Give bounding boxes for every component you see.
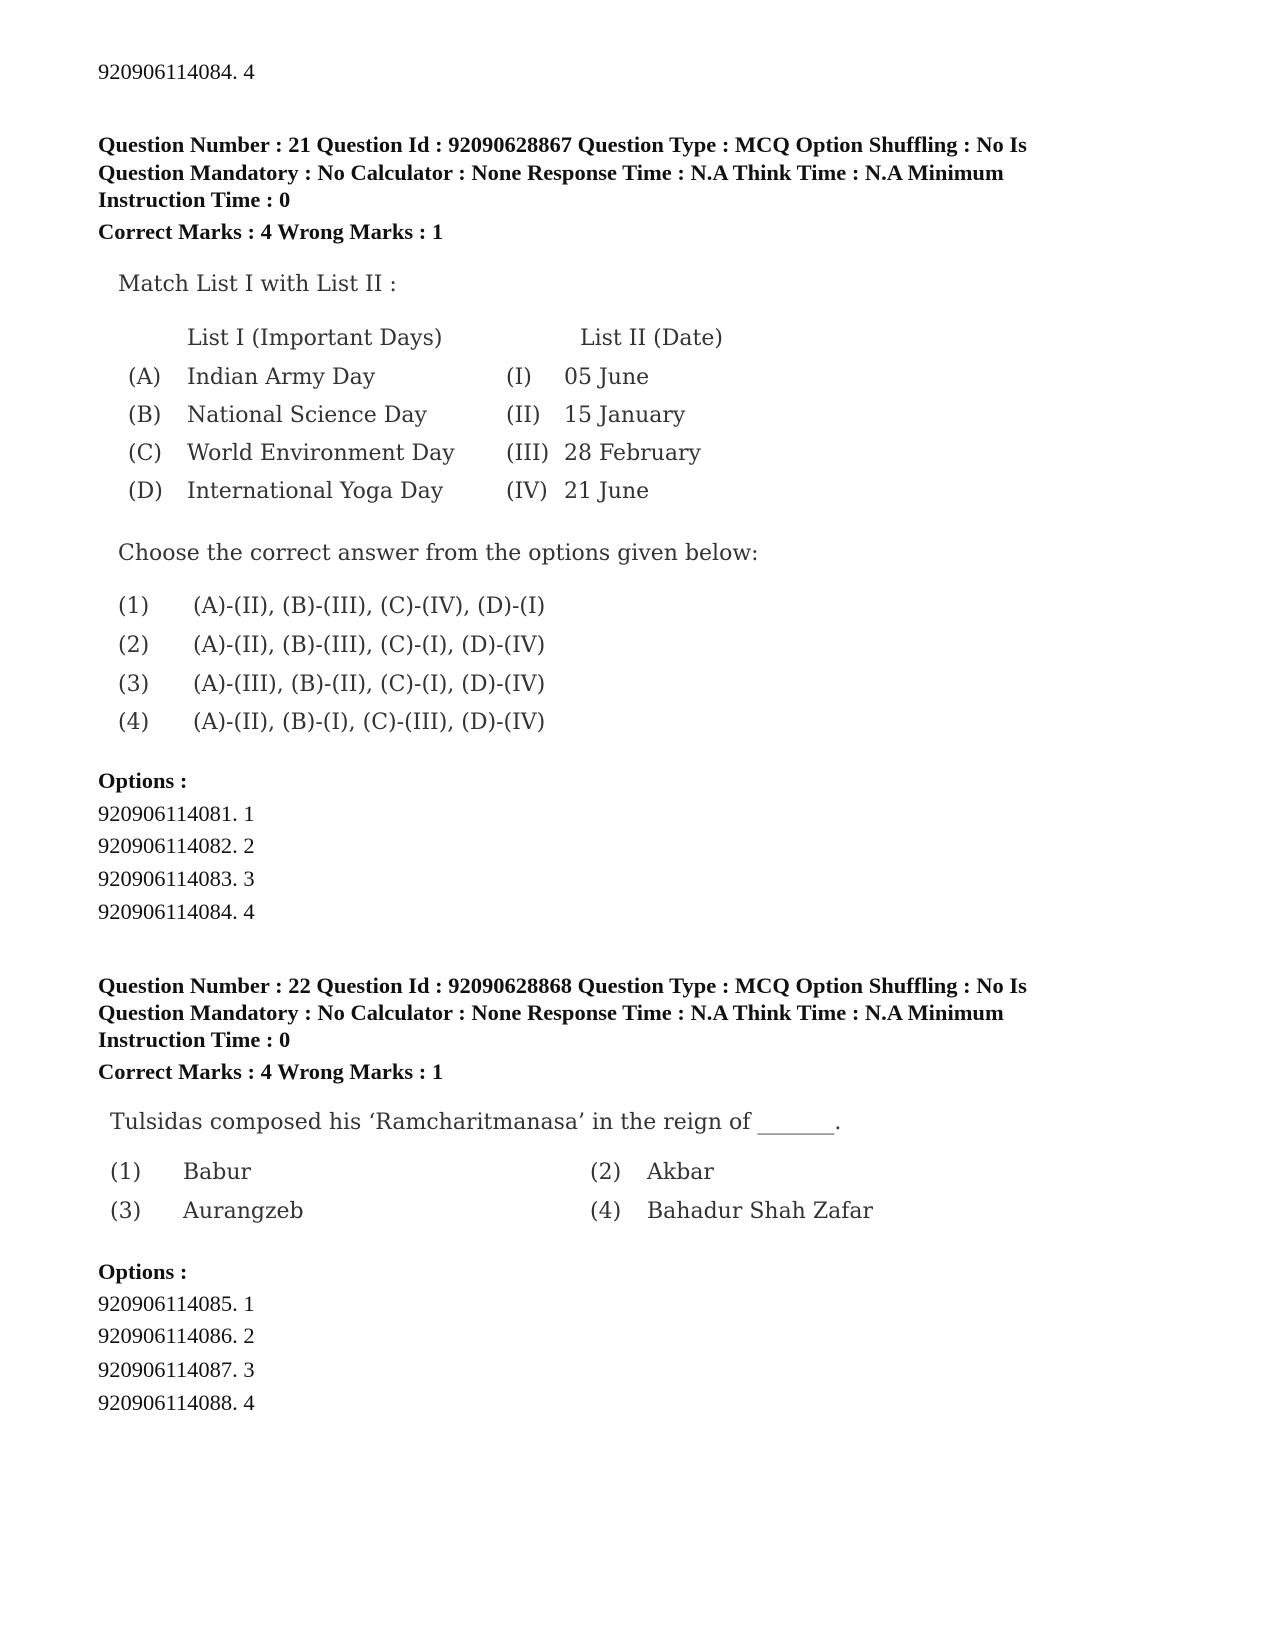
q21-option-2: 920906114082. 2 <box>98 833 255 858</box>
row-d-roman: (IV) <box>506 479 548 504</box>
q21-stem: Match List I with List II : <box>118 272 397 297</box>
row-d-label: (D) <box>128 479 163 504</box>
q22-option-3: 920906114087. 3 <box>98 1357 255 1382</box>
q21-header-line-3: Instruction Time : 0 <box>98 187 291 212</box>
row-a-date: 05 June <box>564 365 650 390</box>
q22-choice-4-text: Bahadur Shah Zafar <box>647 1199 874 1224</box>
q21-choices <box>0 594 1275 764</box>
row-d-item: International Yoga Day <box>187 479 444 504</box>
row-a-roman: (I) <box>506 365 532 390</box>
q22-option-4: 920906114088. 4 <box>98 1390 255 1415</box>
row-b-label: (B) <box>128 403 162 428</box>
q21-option-3: 920906114083. 3 <box>98 866 255 891</box>
row-b-roman: (II) <box>506 403 541 428</box>
q22-option-2: 920906114086. 2 <box>98 1323 255 1348</box>
q22-choice-3-text: Aurangzeb <box>183 1199 304 1224</box>
choice-4-text: (A)-(II), (B)-(I), (C)-(III), (D)-(IV) <box>193 710 546 735</box>
choice-3-text: (A)-(III), (B)-(II), (C)-(I), (D)-(IV) <box>193 672 546 697</box>
q22-header-line-2: Question Mandatory : No Calculator : None Response Time : N.A Think Time : N.A Minimum <box>98 1000 1004 1025</box>
q22-choice-1-num: (1) <box>110 1160 142 1185</box>
q21-marks: Correct Marks : 4 Wrong Marks : 1 <box>98 219 444 244</box>
choice-4-num: (4) <box>118 710 150 735</box>
q22-choices <box>0 1160 1275 1240</box>
q21-match-table <box>0 326 1275 516</box>
q22-choice-3-num: (3) <box>110 1199 142 1224</box>
row-a-label: (A) <box>128 365 162 390</box>
q22-header-line-3: Instruction Time : 0 <box>98 1027 291 1052</box>
list1-header: List I (Important Days) <box>187 326 443 351</box>
q22-options-label: Options : <box>98 1259 188 1284</box>
q21-option-4: 920906114084. 4 <box>98 899 255 924</box>
choice-2-num: (2) <box>118 633 150 658</box>
q21-options-label: Options : <box>98 768 188 793</box>
q22-choice-1-text: Babur <box>183 1160 252 1185</box>
row-b-item: National Science Day <box>187 403 427 428</box>
q21-header-line-1: Question Number : 21 Question Id : 92090628867 Question Type : MCQ Option Shuffling : No Is <box>98 132 1027 157</box>
row-b-date: 15 January <box>564 403 686 428</box>
q22-stem: Tulsidas composed his ‘Ramcharitmanasa’ in the reign of _______. <box>110 1110 842 1135</box>
q22-choice-2-num: (2) <box>590 1160 622 1185</box>
q22-option-1: 920906114085. 1 <box>98 1291 255 1316</box>
row-c-date: 28 February <box>564 441 701 466</box>
q22-choice-2-text: Akbar <box>647 1160 714 1185</box>
choice-2-text: (A)-(II), (B)-(III), (C)-(I), (D)-(IV) <box>193 633 546 658</box>
list2-header: List II (Date) <box>580 326 723 351</box>
choice-1-num: (1) <box>118 594 150 619</box>
row-c-roman: (III) <box>506 441 550 466</box>
carryover-option: 920906114084. 4 <box>98 59 255 84</box>
q21-header-line-2: Question Mandatory : No Calculator : None Response Time : N.A Think Time : N.A Minimum <box>98 160 1004 185</box>
row-c-label: (C) <box>128 441 162 466</box>
q22-header-line-1: Question Number : 22 Question Id : 92090628868 Question Type : MCQ Option Shuffling : No Is <box>98 973 1027 998</box>
q21-option-1: 920906114081. 1 <box>98 801 255 826</box>
choice-3-num: (3) <box>118 672 150 697</box>
choice-1-text: (A)-(II), (B)-(III), (C)-(IV), (D)-(I) <box>193 594 546 619</box>
row-a-item: Indian Army Day <box>187 365 376 390</box>
row-c-item: World Environment Day <box>187 441 455 466</box>
q21-instruction: Choose the correct answer from the options given below: <box>118 541 759 566</box>
q22-choice-4-num: (4) <box>590 1199 622 1224</box>
row-d-date: 21 June <box>564 479 650 504</box>
q22-marks: Correct Marks : 4 Wrong Marks : 1 <box>98 1059 444 1084</box>
